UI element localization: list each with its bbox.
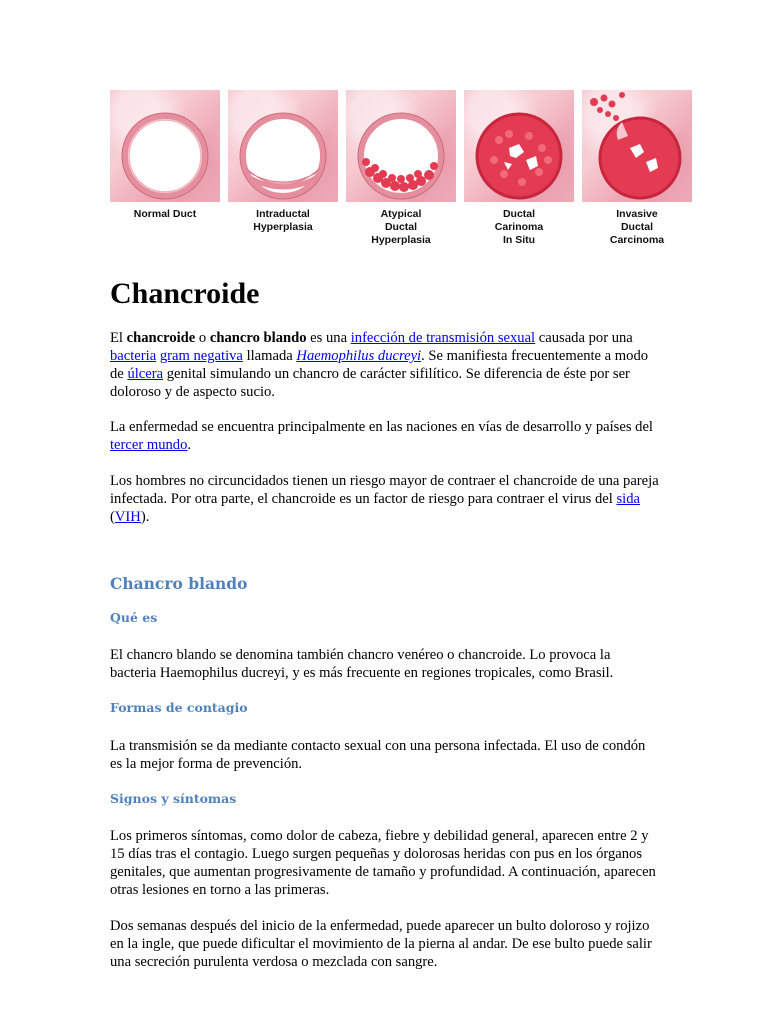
- caption-line: In Situ: [502, 234, 536, 246]
- text: genital simulando un chancro de carácter sifilítico. Se diferencia de éste por ser doloroso y de aspecto sucio.: [110, 366, 630, 400]
- intro-paragraph: [110, 418, 660, 454]
- link-vih[interactable]: VIH: [114, 509, 141, 525]
- link-gram-negativa[interactable]: gram negativa: [159, 348, 243, 364]
- signos-paragraph: Dos semanas después del inicio de la enfermedad, puede aparecer un bulto doloroso y rojizo en la ingle, que puede dificultar el movimiento de la pierna al andar. De ese bulto puede salir una secreción purulenta verdosa o mezclada con sangre.: [110, 918, 652, 970]
- link-sida[interactable]: sida: [616, 491, 641, 507]
- caption-line: Hyperplasia: [371, 234, 431, 246]
- subheading-formas-de-contagio: Formas de contagio: [110, 700, 248, 715]
- duct-stages-figure: [110, 90, 692, 260]
- caption-line: Ductal: [384, 221, 418, 233]
- panel-invasive-ductal-carcinoma: [582, 90, 692, 260]
- atypical-ductal-hyperplasia-illustration: [346, 90, 456, 202]
- intraductal-hyperplasia-illustration: [228, 90, 338, 202]
- panel-intraductal-hyperplasia: [228, 90, 338, 260]
- subheading-que-es: Qué es: [110, 610, 158, 625]
- subheading-signos-y-sintomas: Signos y síntomas: [110, 791, 237, 806]
- normal-duct-illustration: [110, 90, 220, 202]
- caption-line: Intraductal: [256, 208, 310, 220]
- text: llamada: [242, 348, 297, 364]
- text: La enfermedad se encuentra principalmente en las naciones en vías de desarrollo y países del: [110, 419, 653, 435]
- panel-atypical-ductal-hyperplasia: [346, 90, 456, 260]
- link-bacteria[interactable]: bacteria: [110, 348, 157, 364]
- invasive-ductal-carcinoma-illustration: [582, 90, 692, 202]
- panel-ductal-carcinoma-in-situ: [464, 90, 574, 260]
- ductal-carcinoma-in-situ-illustration: [464, 90, 574, 202]
- bold-term: chancroide: [126, 330, 196, 346]
- text: .: [187, 437, 192, 453]
- text: El: [110, 330, 127, 346]
- contagio-paragraph: La transmisión se da mediante contacto sexual con una persona infectada. El uso de condón es la mejor forma de prevención.: [110, 738, 646, 772]
- text: Los hombres no circuncidados tienen un riesgo mayor de contraer el chancroide de una pareja infectada. Por otra parte, el chancroide es un factor de riesgo para contraer el virus del: [110, 473, 659, 507]
- bold-term: chancro blando: [209, 330, 307, 346]
- intro-paragraph: [110, 472, 660, 526]
- intro-paragraph: [110, 329, 660, 401]
- link-tercer-mundo[interactable]: tercer mundo: [110, 437, 188, 453]
- caption-line: Ductal: [620, 221, 654, 233]
- text: causada por una: [535, 330, 633, 346]
- text: . Se manifiesta frecuentemente a modo de: [110, 348, 649, 382]
- caption-line: Normal Duct: [133, 208, 197, 220]
- section-heading: Chancro blando: [110, 574, 248, 593]
- caption-line: Carcinoma: [609, 234, 665, 246]
- page-title: Chancroide: [110, 277, 260, 310]
- text: es una: [306, 330, 351, 346]
- caption-line: Hyperplasia: [253, 221, 313, 233]
- signos-paragraph: Los primeros síntomas, como dolor de cabeza, fiebre y debilidad general, aparecen entre 2 y 15 días tras el contagio. Luego surgen pequeñas y dolorosas heridas con pus en los órganos genitales, que aumentan progresivamente de tamaño y profundidad. A continuación, aparecen otras lesiones en torno a las primeras.: [110, 828, 656, 898]
- link-haemophilus-ducreyi[interactable]: Haemophilus ducreyi: [296, 348, 422, 364]
- text: (: [110, 509, 115, 525]
- text: o: [195, 330, 210, 346]
- caption-line: Invasive: [616, 208, 658, 220]
- link-infeccion-transmision-sexual[interactable]: infección de transmisión sexual: [350, 330, 536, 346]
- caption-line: Carinoma: [494, 221, 544, 233]
- que-es-paragraph: El chancro blando se denomina también chancro venéreo o chancroide. Lo provoca la bacteria Haemophilus ducreyi, y es más frecuente en regiones tropicales, como Brasil.: [110, 647, 614, 681]
- text: ).: [140, 509, 150, 525]
- panel-normal-duct: [110, 90, 220, 260]
- caption-line: Ductal: [502, 208, 536, 220]
- link-ulcera[interactable]: úlcera: [127, 366, 164, 382]
- caption-line: Atypical: [380, 208, 422, 220]
